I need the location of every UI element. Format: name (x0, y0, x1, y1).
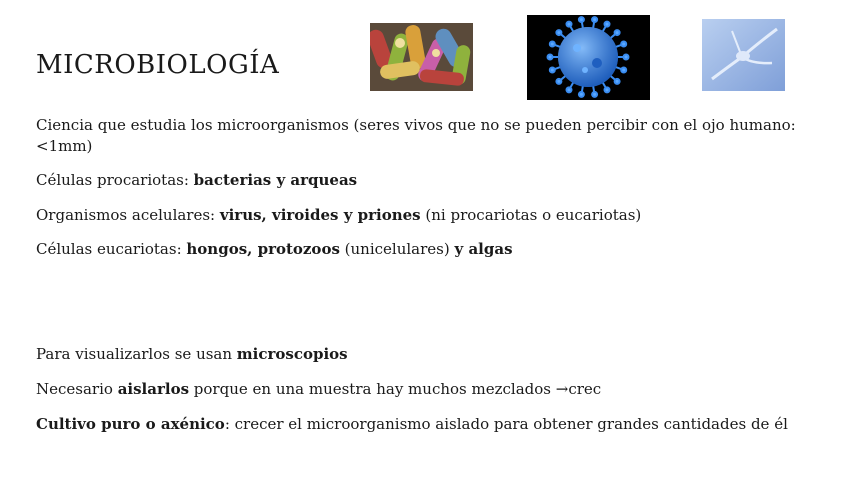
bacteria-image (370, 23, 473, 91)
isolate-lead: Necesario (36, 380, 118, 398)
definition-text (36, 115, 796, 157)
visualize-lead: Para visualizarlos se usan (36, 345, 237, 363)
culture-line (36, 414, 788, 435)
acellular-lead: Organismos acelulares: (36, 206, 220, 224)
acellular-examples: virus, viroides y priones (219, 206, 421, 224)
slide-title: MICROBIOLOGÍA (36, 50, 280, 80)
isolate-keyword: aislarlos (117, 380, 190, 398)
acellular-note: (ni procariotas o eucariotas) (420, 206, 642, 224)
eukaryotes-line (36, 239, 513, 260)
isolate-reason: porque en una muestra hay muchos mezclados →crec (189, 380, 602, 398)
definition-body: Ciencia que estudia los microorganismos (seres vivos que no se pueden percibir con el ojo humano: <1mm) (36, 116, 796, 155)
isolate-line (36, 379, 601, 400)
prokaryotes-line (36, 170, 357, 191)
prokaryotes-examples: bacterias y arqueas (193, 171, 358, 189)
eukaryotes-examples: hongos, protozoos (186, 240, 340, 258)
eukaryotes-algae: y algas (454, 240, 513, 258)
eukaryotes-lead: Células eucariotas: (36, 240, 187, 258)
culture-term: Cultivo puro o axénico (36, 415, 225, 433)
culture-definition: : crecer el microorganismo aislado para obtener grandes cantidades de él (224, 415, 788, 433)
eukaryotes-note: (unicelulares) (339, 240, 455, 258)
visualize-line (36, 344, 348, 365)
acellular-line (36, 205, 641, 226)
virus-image (527, 15, 650, 100)
protozoa-image (702, 19, 785, 91)
prokaryotes-lead: Células procariotas: (36, 171, 194, 189)
visualize-tool: microscopios (236, 345, 348, 363)
